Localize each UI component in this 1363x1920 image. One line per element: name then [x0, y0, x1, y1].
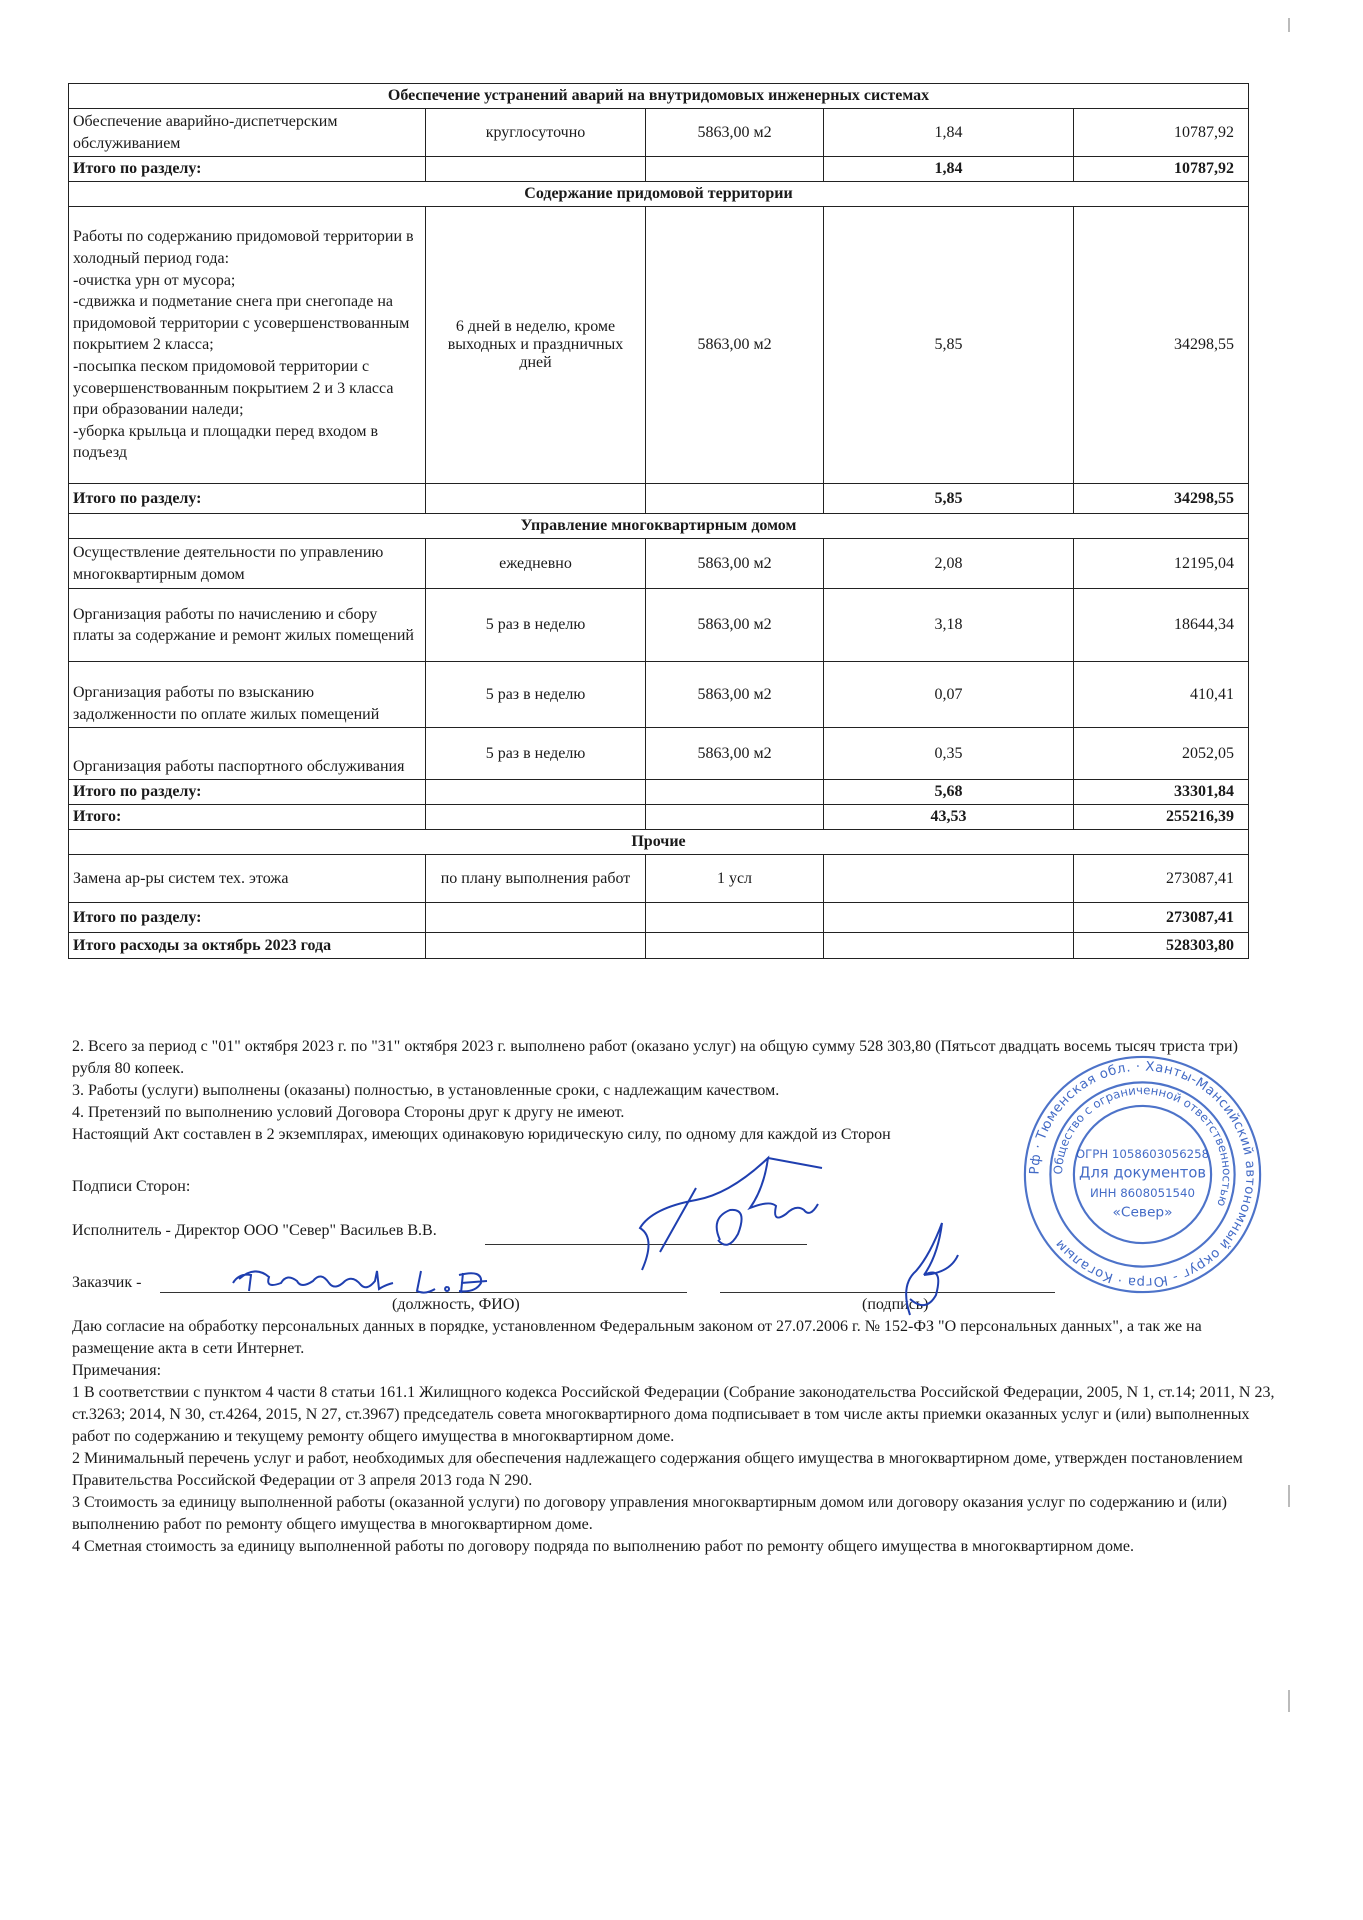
statement-copies: Настоящий Акт составлен в 2 экземплярах, имеющих одинаковую юридическую силу, по одному для каждой из Сторон [72, 1126, 891, 1143]
service-description: Организация работы по начислению и сбору платы за содержание и ремонт жилых помещений [69, 589, 426, 662]
table-row [69, 855, 1249, 903]
service-description: Замена ар-ры систем тех. этожа [69, 855, 426, 903]
signature-caption: (подпись) [862, 1296, 929, 1313]
customer-handwritten-name [225, 1255, 555, 1303]
service-rate: 3,18 [824, 589, 1074, 662]
total-sum: 10787,92 [1074, 157, 1249, 182]
total-sum: 34298,55 [1074, 484, 1249, 514]
total-rate: 1,84 [824, 157, 1074, 182]
service-periodicity: по плану выполнения работ [426, 855, 646, 903]
table-row [69, 662, 1249, 728]
service-area: 5863,00 м2 [646, 728, 824, 780]
service-periodicity: ежедневно [426, 539, 646, 589]
service-description: Осуществление деятельности по управлению многоквартирным домом [69, 539, 426, 589]
section-title: Прочие [69, 830, 1249, 855]
section-header-row [69, 514, 1249, 539]
section-title: Управление многоквартирным домом [69, 514, 1249, 539]
section-header-row [69, 830, 1249, 855]
service-periodicity: 5 раз в неделю [426, 589, 646, 662]
note-3: 3 Стоимость за единицу выполненной работы (оказанной услуги) по договору управления многоквартирным домом или договору оказания услуг по содержанию и (или) выполнению работ по ремонту общего имущества в многоквартирном доме. [72, 1494, 1227, 1533]
service-sum: 2052,05 [1074, 728, 1249, 780]
service-description: Организация работы по взысканию задолженности по оплате жилых помещений [69, 662, 426, 728]
total-rate: 5,85 [824, 484, 1074, 514]
service-sum: 34298,55 [1074, 207, 1249, 484]
section-title: Содержание придомовой территории [69, 182, 1249, 207]
position-caption: (должность, ФИО) [392, 1296, 520, 1313]
section-total-row [69, 484, 1249, 514]
service-sum: 273087,41 [1074, 855, 1249, 903]
total-rate: 43,53 [824, 805, 1074, 830]
section-header-row [69, 182, 1249, 207]
customer-label: Заказчик - [72, 1274, 142, 1291]
section-total-row [69, 780, 1249, 805]
consent-text: Даю согласие на обработку персональных данных в порядке, установленном Федеральным законом от 27.07.2006 г. № 152-ФЗ "О персональных данных", а так же на размещение акта в сети Интернет. [72, 1318, 1202, 1357]
total-label: Итого по разделу: [69, 157, 426, 182]
total-sum: 33301,84 [1074, 780, 1249, 805]
note-2: 2 Минимальный перечень услуг и работ, необходимых для обеспечения надлежащего содержания общего имущества в многоквартирном доме, утвержден постановлением Правительства Российской Федерации от 3 апреля 2013 года N 290. [72, 1450, 1243, 1489]
seal-center-text: Для документов [1079, 1164, 1206, 1182]
service-sum: 10787,92 [1074, 109, 1249, 157]
total-label: Итого по разделу: [69, 780, 426, 805]
seal-outer-text: Рф · Тюменская обл. · Ханты-Мансийский автономный округ - Югра · Когалым [1027, 1059, 1258, 1290]
service-rate: 5,85 [824, 207, 1074, 484]
note-1: 1 В соответствии с пунктом 4 части 8 статьи 161.1 Жилищного кодекса Российской Федерации (Собрание законодательства Российской Федерации, 2005, N 1, ст.14; 2011, N 23, ст.3263; 2014, N 30, ст.4264, 2015, N 27, ст.3967) председатель совета многоквартирного дома подписывает в том числе акты приемки оказанных услуг и (или) выполненных работ по содержанию и текущему ремонту общего имущества в многоквартирном доме. [72, 1384, 1275, 1445]
service-periodicity: 5 раз в неделю [426, 662, 646, 728]
seal-ring-text: Общество с ограниченной ответственностью [1051, 1083, 1234, 1209]
section-total-row [69, 903, 1249, 933]
service-periodicity: 5 раз в неделю [426, 728, 646, 780]
service-rate: 2,08 [824, 539, 1074, 589]
seal-ogrn: ОГРН 1058603056258 [1075, 1146, 1210, 1161]
service-description: Работы по содержанию придомовой территории в холодный период года: -очистка урн от мусора; -сдвижка и подметание снега при снегопаде на придомовой территории с усовершенствованным покрытием 2 класса; -посыпка песком придомовой территории с усовершенствованным покрытием 2 и 3 класса при образовании наледи; -уборка крыльца и площадки перед входом в подъезд [69, 207, 426, 484]
table-row [69, 589, 1249, 662]
table-row [69, 207, 1249, 484]
services-table [68, 83, 1249, 959]
notes-title: Примечания: [72, 1362, 162, 1379]
statement-claims: 4. Претензий по выполнению условий Договора Стороны друг к другу не имеют. [72, 1104, 625, 1121]
service-periodicity: 6 дней в неделю, кроме выходных и праздничных дней [426, 207, 646, 484]
service-area: 5863,00 м2 [646, 109, 824, 157]
service-area: 5863,00 м2 [646, 207, 824, 484]
table-row [69, 728, 1249, 780]
service-description: Организация работы паспортного обслуживания [69, 728, 426, 780]
seal-company-name: «Север» [1112, 1204, 1173, 1221]
total-label: Итого по разделу: [69, 484, 426, 514]
note-4: 4 Сметная стоимость за единицу выполненной работы по договору подряда по выполнению работ по ремонту общего имущества в многоквартирном доме. [72, 1538, 1134, 1555]
section-header-row [69, 84, 1249, 109]
total-sum: 528303,80 [1074, 933, 1249, 959]
service-sum: 12195,04 [1074, 539, 1249, 589]
customer-signature [880, 1215, 970, 1325]
total-rate: 5,68 [824, 780, 1074, 805]
service-area: 5863,00 м2 [646, 589, 824, 662]
table-row [69, 539, 1249, 589]
statement-quality: 3. Работы (услуги) выполнены (оказаны) полностью, в установленные сроки, с надлежащим качеством. [72, 1082, 780, 1099]
final-total-row [69, 933, 1249, 959]
service-rate: 0,35 [824, 728, 1074, 780]
service-periodicity: круглосуточно [426, 109, 646, 157]
total-label: Итого по разделу: [69, 903, 426, 933]
total-label: Итого: [69, 805, 426, 830]
footer-notes [72, 1316, 1282, 1558]
service-area: 1 усл [646, 855, 824, 903]
section-total-row [69, 157, 1249, 182]
executor-signatory: Исполнитель - Директор ООО "Север" Васильев В.В. [72, 1222, 437, 1239]
section-title: Обеспечение устранений аварий на внутридомовых инженерных системах [69, 84, 1249, 109]
seal-inn: ИНН 8608051540 [1090, 1186, 1195, 1201]
service-sum: 18644,34 [1074, 589, 1249, 662]
statement-total: 2. Всего за период с "01" октября 2023 г. по "31" октября 2023 г. выполнено работ (оказано услуг) на общую сумму 528 303,80 (Пятьсот двадцать восемь тысяч триста три) рубля 80 копеек. [72, 1038, 1238, 1077]
total-label: Итого расходы за октябрь 2023 года [69, 933, 426, 959]
signatures-heading: Подписи Сторон: [72, 1178, 191, 1195]
service-rate: 0,07 [824, 662, 1074, 728]
table-row [69, 109, 1249, 157]
service-description: Обеспечение аварийно-диспетчерским обслуживанием [69, 109, 426, 157]
service-area: 5863,00 м2 [646, 539, 824, 589]
company-seal [1020, 1052, 1265, 1297]
service-area: 5863,00 м2 [646, 662, 824, 728]
total-sum: 255216,39 [1074, 805, 1249, 830]
service-rate: 1,84 [824, 109, 1074, 157]
executor-signature [600, 1148, 830, 1278]
service-sum: 410,41 [1074, 662, 1249, 728]
total-sum: 273087,41 [1074, 903, 1249, 933]
grand-total-row [69, 805, 1249, 830]
